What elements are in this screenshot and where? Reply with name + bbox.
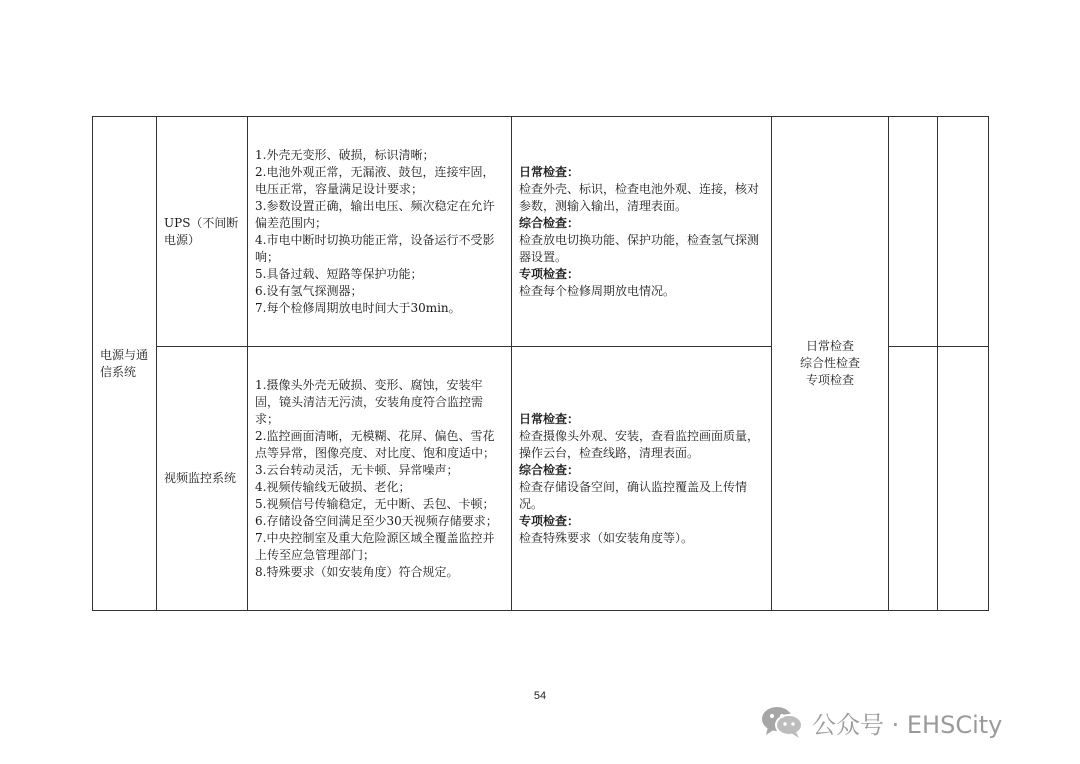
requirement-item: 3.参数设置正确，输出电压、频次稳定在允许偏差范围内； <box>255 198 495 230</box>
method-text: 检查每个检修周期放电情况。 <box>519 283 676 298</box>
method-text: 检查放电切换功能、保护功能，检查氢气探测器设置。 <box>519 232 760 264</box>
methods-cell <box>512 347 772 611</box>
method-heading: 日常检查： <box>519 411 580 426</box>
requirement-item: 2.电池外观正常，无漏液、鼓包，连接牢固，电压正常，容量满足设计要求； <box>255 164 495 196</box>
method-heading: 综合检查： <box>519 215 580 230</box>
method-text: 检查外壳、标识，检查电池外观、连接，核对参数，测输入输出，清理表面。 <box>519 181 760 213</box>
system-category-cell <box>93 117 157 611</box>
requirement-item: 7.每个检修周期放电时间大于30min。 <box>255 300 461 315</box>
requirement-item: 5.视频信号传输稳定，无中断、丢包、卡顿； <box>255 496 495 511</box>
wechat-icon <box>760 705 804 739</box>
empty-cell <box>889 347 938 611</box>
inspection-type: 专项检查 <box>805 373 854 387</box>
method-text: 检查摄像头外观、安装，查看监控画面质量，操作云台，检查线路，清理表面。 <box>519 428 760 460</box>
empty-cell <box>938 117 989 347</box>
method-text: 检查存储设备空间，确认监控覆盖及上传情况。 <box>519 479 748 511</box>
requirement-item: 1.外壳无变形、破损，标识清晰； <box>255 147 435 162</box>
method-heading: 专项检查： <box>519 513 580 528</box>
requirement-item: 8.特殊要求（如安装角度）符合规定。 <box>255 564 459 579</box>
empty-cell <box>938 347 989 611</box>
method-heading: 综合检查： <box>519 462 580 477</box>
equipment-name-cell <box>157 117 248 347</box>
method-heading: 日常检查： <box>519 164 580 179</box>
page-number: 54 <box>533 690 547 702</box>
methods-cell <box>512 117 772 347</box>
inspection-types-cell <box>772 117 889 611</box>
equipment-name: 视频监控系统 <box>164 471 237 485</box>
requirements-cell <box>248 347 512 611</box>
watermark-text: 公众号 · EHSCity <box>812 710 1003 739</box>
requirement-item: 5.具备过载、短路等保护功能； <box>255 266 423 281</box>
equipment-name-cell <box>157 347 248 611</box>
requirement-item: 4.市电中断时切换功能正常，设备运行不受影响； <box>255 232 495 264</box>
inspection-type: 日常检查 <box>805 339 854 353</box>
requirement-item: 2.监控画面清晰，无模糊、花屏、偏色、雪花点等异常，图像亮度、对比度、饱和度适中； <box>255 428 496 460</box>
requirement-item: 6.存储设备空间满足至少30天视频存储要求； <box>255 513 498 528</box>
inspection-table <box>92 116 989 611</box>
requirements-cell <box>248 117 512 347</box>
method-text: 检查特殊要求（如安装角度等）。 <box>519 530 694 545</box>
table-row <box>93 117 989 347</box>
inspection-type: 综合性检查 <box>799 356 860 370</box>
requirement-item: 7.中央控制室及重大危险源区域全覆盖监控并上传至应急管理部门； <box>255 530 495 562</box>
method-heading: 专项检查： <box>519 266 580 281</box>
requirement-item: 3.云台转动灵活，无卡顿、异常噪声； <box>255 462 459 477</box>
requirement-item: 4.视频传输线无破损、老化； <box>255 479 411 494</box>
requirement-item: 1.摄像头外壳无破损、变形、腐蚀，安装牢固，镜头清洁无污渍，安装角度符合监控需求； <box>255 377 484 426</box>
empty-cell <box>889 117 938 347</box>
system-category: 电源与通信系统 <box>100 347 149 379</box>
equipment-name: UPS（不间断电源） <box>164 215 239 247</box>
requirement-item: 6.设有氢气探测器； <box>255 283 363 298</box>
watermark <box>760 702 1002 742</box>
